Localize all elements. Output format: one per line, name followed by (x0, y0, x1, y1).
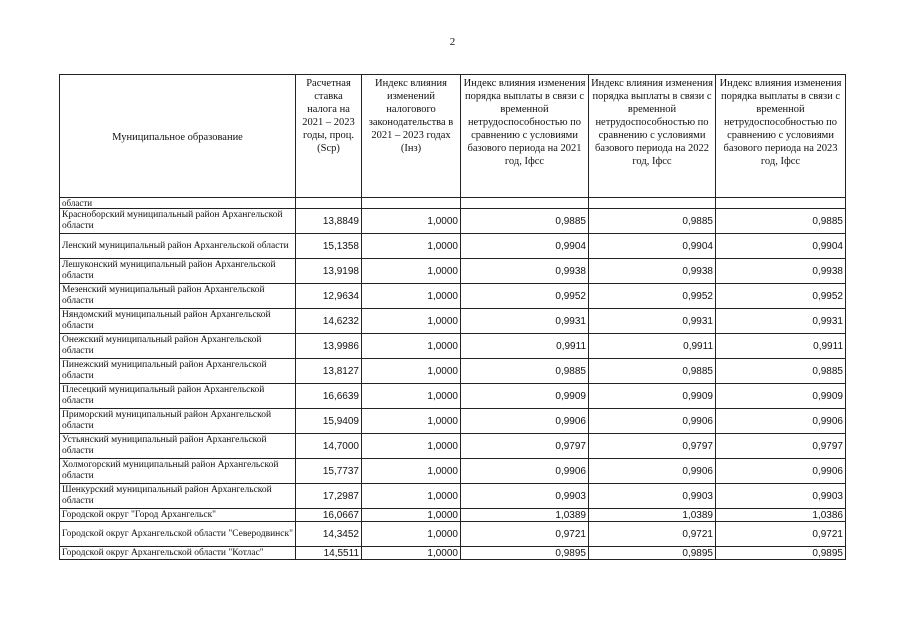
index-2023-cell: 0,9938 (716, 259, 846, 284)
index-2023-cell: 0,9885 (716, 359, 846, 384)
header-legislation-index: Индекс влияния изменений налогового законодательства в 2021 – 2023 годах (Iнз) (362, 75, 461, 198)
table-row (60, 334, 846, 359)
header-index-2022: Индекс влияния изменения порядка выплаты в связи с временной нетрудоспособностью по сравнению с условиями базового периода на 2022 год, Iфсс (589, 75, 716, 198)
table-row (60, 209, 846, 234)
municipality-name-cell: Онежский муниципальный район Архангельской области (60, 334, 296, 359)
municipality-name-cell: Плесецкий муниципальный район Архангельской области (60, 384, 296, 409)
legislation-index-cell: 1,0000 (362, 522, 461, 547)
index-2023-cell: 0,9895 (716, 547, 846, 560)
header-index-2023: Индекс влияния изменения порядка выплаты в связи с временной нетрудоспособностью по сравнению с условиями базового периода на 2023 год, Iфсс (716, 75, 846, 198)
empty-cell (461, 198, 589, 209)
legislation-index-cell: 1,0000 (362, 309, 461, 334)
index-2022-cell: 0,9885 (589, 359, 716, 384)
index-2023-cell: 0,9797 (716, 434, 846, 459)
tax-rate-cell: 16,6639 (296, 384, 362, 409)
index-2023-cell: 0,9906 (716, 459, 846, 484)
municipality-name-cell: Мезенский муниципальный район Архангельской области (60, 284, 296, 309)
index-2021-cell: 0,9938 (461, 259, 589, 284)
legislation-index-cell: 1,0000 (362, 434, 461, 459)
tax-rate-cell: 15,7737 (296, 459, 362, 484)
index-2022-cell: 0,9904 (589, 234, 716, 259)
index-2021-cell: 0,9885 (461, 359, 589, 384)
tax-rate-cell: 16,0667 (296, 509, 362, 522)
index-2021-cell: 0,9721 (461, 522, 589, 547)
index-2022-cell: 0,9797 (589, 434, 716, 459)
index-2021-cell: 1,0389 (461, 509, 589, 522)
index-2023-cell: 0,9931 (716, 309, 846, 334)
index-2021-cell: 0,9909 (461, 384, 589, 409)
empty-cell (362, 198, 461, 209)
municipality-name-cell: Холмогорский муниципальный район Архангельской области (60, 459, 296, 484)
index-2023-cell: 0,9721 (716, 522, 846, 547)
table-header-row (60, 75, 846, 198)
municipality-name-cell: Городской округ Архангельской области "Северодвинск" (60, 522, 296, 547)
index-2022-cell: 0,9952 (589, 284, 716, 309)
table-row (60, 409, 846, 434)
tax-rate-cell: 14,6232 (296, 309, 362, 334)
index-2022-cell: 1,0389 (589, 509, 716, 522)
table-row (60, 509, 846, 522)
index-2022-cell: 0,9885 (589, 209, 716, 234)
index-2023-cell: 0,9904 (716, 234, 846, 259)
index-2023-cell: 0,9906 (716, 409, 846, 434)
tax-rate-cell: 15,9409 (296, 409, 362, 434)
header-tax-rate: Расчетная ставка налога на 2021 – 2023 годы, проц. (Scp) (296, 75, 362, 198)
header-index-2021: Индекс влияния изменения порядка выплаты в связи с временной нетрудоспособностью по сравнению с условиями базового периода на 2021 год, Iфсс (461, 75, 589, 198)
municipality-name-cell: Красноборский муниципальный район Архангельской области (60, 209, 296, 234)
table-row (60, 434, 846, 459)
municipality-name-cell: Городской округ Архангельской области "Котлас" (60, 547, 296, 560)
index-2022-cell: 0,9906 (589, 459, 716, 484)
municipality-name-cell: Шенкурский муниципальный район Архангельской области (60, 484, 296, 509)
index-2022-cell: 0,9903 (589, 484, 716, 509)
index-2021-cell: 0,9885 (461, 209, 589, 234)
tax-rate-cell: 13,8849 (296, 209, 362, 234)
municipality-name-cell: Приморский муниципальный район Архангельской области (60, 409, 296, 434)
table-row (60, 384, 846, 409)
table-row (60, 309, 846, 334)
tax-rate-cell: 14,5511 (296, 547, 362, 560)
tax-rate-cell: 13,9986 (296, 334, 362, 359)
legislation-index-cell: 1,0000 (362, 259, 461, 284)
index-2022-cell: 0,9721 (589, 522, 716, 547)
index-2021-cell: 0,9911 (461, 334, 589, 359)
index-2021-cell: 0,9895 (461, 547, 589, 560)
tax-rate-cell: 13,9198 (296, 259, 362, 284)
tax-rate-cell: 14,3452 (296, 522, 362, 547)
index-2023-cell: 0,9911 (716, 334, 846, 359)
municipality-name-cell: Ленский муниципальный район Архангельской области (60, 234, 296, 259)
tax-rate-cell: 14,7000 (296, 434, 362, 459)
legislation-index-cell: 1,0000 (362, 234, 461, 259)
index-2021-cell: 0,9931 (461, 309, 589, 334)
index-2023-cell: 1,0386 (716, 509, 846, 522)
tax-rate-cell: 12,9634 (296, 284, 362, 309)
legislation-index-cell: 1,0000 (362, 459, 461, 484)
tax-rate-cell: 17,2987 (296, 484, 362, 509)
index-2023-cell: 0,9909 (716, 384, 846, 409)
table-row-fragment (60, 198, 846, 209)
municipality-name-cell: Лешуконский муниципальный район Архангельской области (60, 259, 296, 284)
legislation-index-cell: 1,0000 (362, 547, 461, 560)
legislation-index-cell: 1,0000 (362, 409, 461, 434)
index-2022-cell: 0,9931 (589, 309, 716, 334)
index-2021-cell: 0,9904 (461, 234, 589, 259)
index-2021-cell: 0,9797 (461, 434, 589, 459)
municipality-name-cell: Городской округ "Город Архангельск" (60, 509, 296, 522)
index-2021-cell: 0,9952 (461, 284, 589, 309)
index-2023-cell: 0,9903 (716, 484, 846, 509)
index-2022-cell: 0,9909 (589, 384, 716, 409)
empty-cell (589, 198, 716, 209)
index-2022-cell: 0,9911 (589, 334, 716, 359)
index-2021-cell: 0,9903 (461, 484, 589, 509)
table-row (60, 484, 846, 509)
index-2021-cell: 0,9906 (461, 409, 589, 434)
municipality-name-cell: Пинежский муниципальный район Архангельской области (60, 359, 296, 384)
municipality-name-cell: Няндомский муниципальный район Архангельской области (60, 309, 296, 334)
table-row (60, 359, 846, 384)
table-row (60, 259, 846, 284)
table-row (60, 234, 846, 259)
empty-cell (296, 198, 362, 209)
tax-rates-table (59, 74, 846, 560)
index-2021-cell: 0,9906 (461, 459, 589, 484)
table-row (60, 284, 846, 309)
legislation-index-cell: 1,0000 (362, 384, 461, 409)
index-2023-cell: 0,9885 (716, 209, 846, 234)
legislation-index-cell: 1,0000 (362, 509, 461, 522)
fragment-cell: области (60, 198, 296, 209)
municipality-name-cell: Устьянский муниципальный район Архангельской области (60, 434, 296, 459)
legislation-index-cell: 1,0000 (362, 334, 461, 359)
header-municipality: Муниципальное образование (60, 75, 296, 198)
legislation-index-cell: 1,0000 (362, 359, 461, 384)
tax-rate-cell: 15,1358 (296, 234, 362, 259)
legislation-index-cell: 1,0000 (362, 484, 461, 509)
index-2023-cell: 0,9952 (716, 284, 846, 309)
legislation-index-cell: 1,0000 (362, 284, 461, 309)
index-2022-cell: 0,9895 (589, 547, 716, 560)
tax-rate-cell: 13,8127 (296, 359, 362, 384)
table-row (60, 459, 846, 484)
legislation-index-cell: 1,0000 (362, 209, 461, 234)
table-row (60, 547, 846, 560)
index-2022-cell: 0,9938 (589, 259, 716, 284)
table-row (60, 522, 846, 547)
page-number: 2 (449, 36, 456, 48)
index-2022-cell: 0,9906 (589, 409, 716, 434)
empty-cell (716, 198, 846, 209)
